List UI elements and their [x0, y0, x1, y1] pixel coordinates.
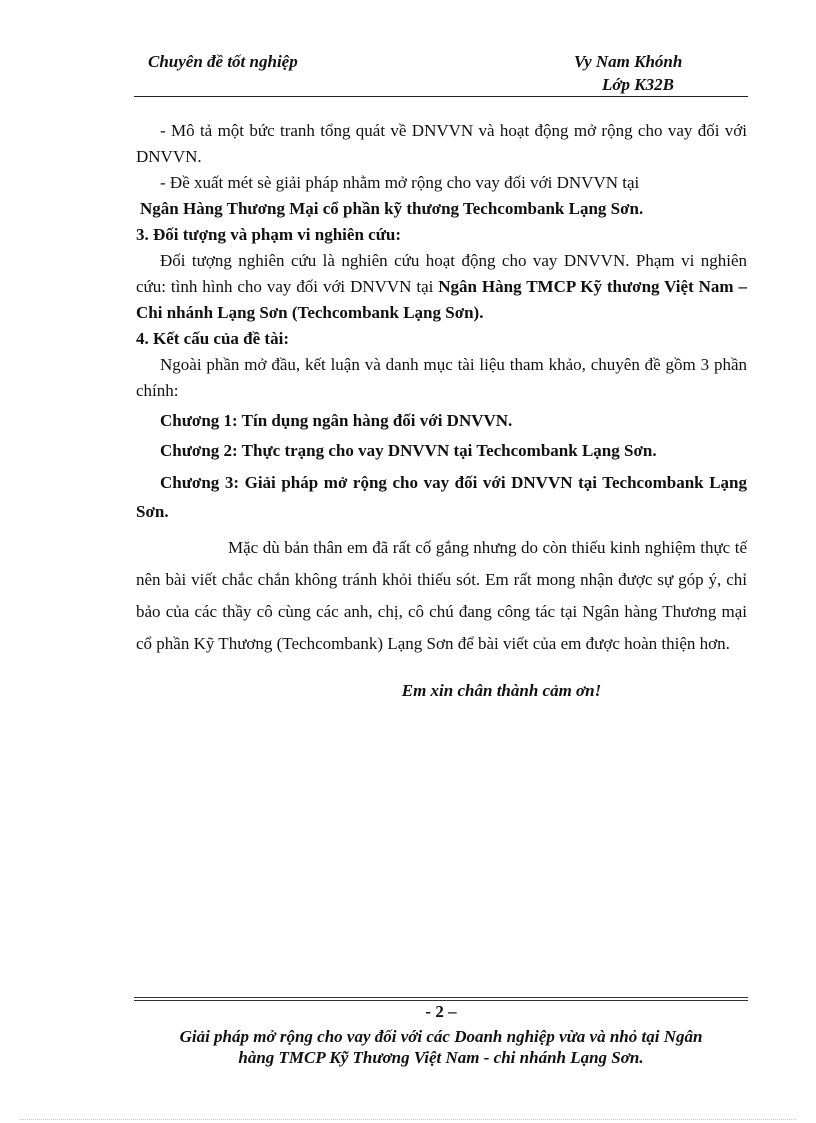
document-body	[136, 118, 747, 705]
header-author: Vy Nam Khónh	[574, 52, 683, 71]
chapter-2: Chương 2: Thực trạng cho vay DNVVN tại Techcombank Lạng Sơn.	[160, 441, 657, 460]
section-3-paragraph	[136, 248, 747, 326]
footer-title-line-1: Giải pháp mở rộng cho vay đối với các Doanh nghiệp vừa và nhỏ tại Ngân	[179, 1027, 703, 1046]
header-class: Lớp K32B	[602, 75, 674, 94]
section-4-heading: 4. Kết cấu của đề tài:	[136, 329, 289, 348]
chapter-3: Chương 3: Giải pháp mở rộng cho vay đối với DNVVN tại Techcombank Lạng Sơn.	[136, 473, 747, 521]
header-divider	[134, 96, 748, 97]
objective-bullet-1: - Mô tả một bức tranh tổng quát về DNVVN và hoạt động mở rộng cho vay đối với DNVVN.	[136, 121, 747, 166]
page-number: - 2 –	[425, 1002, 457, 1021]
footer-title	[134, 1026, 748, 1068]
thanks-line: Em xin chân thành cảm ơn!	[401, 681, 602, 700]
section-4-paragraph: Ngoài phần mở đầu, kết luận và danh mục tài liệu tham khảo, chuyên đề gồm 3 phần chính:	[136, 355, 747, 400]
footer-divider-bottom	[134, 1000, 748, 1001]
page-bottom-edge	[20, 1119, 796, 1120]
objective-bullet-2-bank: Ngân Hàng Thương Mại cổ phần kỹ thương Techcombank Lạng Sơn.	[140, 199, 644, 218]
objective-bullet-2: - Đề xuất mét sè giải pháp nhằm mở rộng cho vay đối với DNVVN tại	[160, 173, 640, 192]
chapter-1: Chương 1: Tín dụng ngân hàng đối với DNVVN.	[160, 411, 513, 430]
footer-title-line-2: hàng TMCP Kỹ Thương Việt Nam - chi nhánh Lạng Sơn.	[238, 1048, 644, 1067]
footer-divider-top	[134, 997, 748, 998]
header-document-type: Chuyên đề tốt nghiệp	[148, 52, 298, 71]
closing-paragraph: Mặc dù bản thân em đã rất cố gắng nhưng do còn thiếu kinh nghiệm thực tế nên bài viết chắc chắn không tránh khỏi thiếu sót. Em rất mong nhận được sự góp ý, chỉ bảo của các thầy cô cùng các anh, chị, cô chú đang công tác tại Ngân hàng Thương mại cổ phần Kỹ Thương (Techcombank) Lạng Sơn để bài viết của em được hoàn thiện hơn.	[136, 538, 747, 653]
section-3-text: Đối tượng nghiên cứu là nghiên cứu hoạt động cho vay DNVVN. Phạm vi nghiên cứu: tình hình cho vay đối với DNVVN tại	[136, 251, 747, 296]
section-3-bank: Ngân Hàng TMCP Kỹ thương Việt Nam – Chi nhánh Lạng Sơn (Techcombank Lạng Sơn).	[136, 277, 747, 322]
section-3-heading: 3. Đối tượng và phạm vi nghiên cứu:	[136, 225, 402, 244]
